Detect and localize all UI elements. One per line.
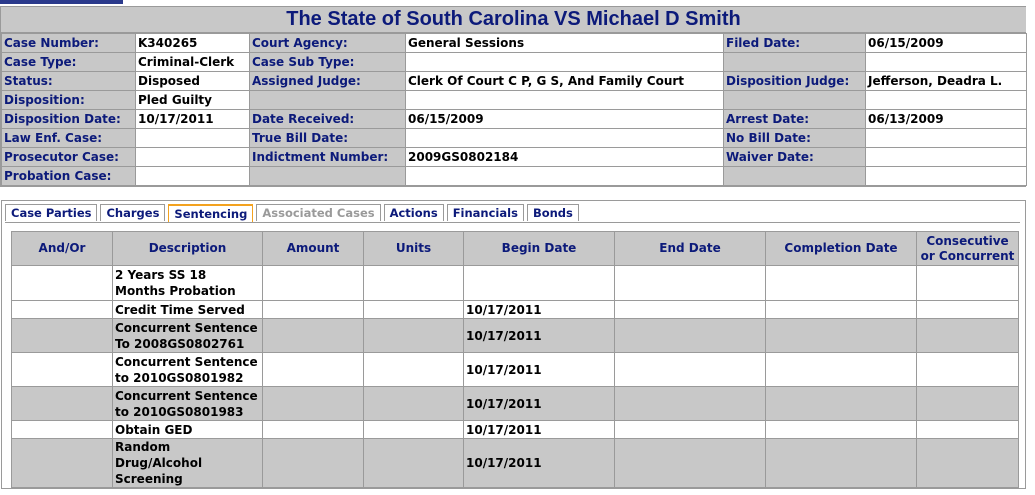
cell-completion-date — [766, 266, 917, 301]
indictment-number-value: 2009GS0802184 — [406, 148, 724, 167]
column-header-completion-date: Completion Date — [766, 232, 917, 266]
tab-financials[interactable]: Financials — [447, 204, 524, 221]
table-row — [12, 387, 1019, 421]
assigned-judge-value: Clerk Of Court C P, G S, And Family Court — [406, 72, 724, 91]
cell-end-date — [615, 387, 766, 421]
cell-begin-date: 10/17/2011 — [464, 387, 615, 421]
cell-description: Concurrent Sentence to 2010GS0801983 — [113, 387, 263, 421]
cell-and-or — [12, 439, 113, 488]
tab-sentencing[interactable]: Sentencing — [168, 204, 253, 223]
true-bill-date-label: True Bill Date: — [250, 129, 406, 148]
cell-end-date — [615, 353, 766, 387]
case-info-row — [2, 34, 1027, 53]
disposition-date-value: 10/17/2011 — [136, 110, 250, 129]
cell-amount — [263, 319, 364, 353]
cell-consecutive-or-concurrent — [917, 421, 1019, 439]
law-enf-case-label: Law Enf. Case: — [2, 129, 136, 148]
sentencing-header-row — [12, 232, 1019, 266]
cell-end-date — [615, 266, 766, 301]
cell-completion-date — [766, 439, 917, 488]
disposition-date-label: Disposition Date: — [2, 110, 136, 129]
cell-and-or — [12, 421, 113, 439]
cell-consecutive-or-concurrent — [917, 387, 1019, 421]
cell-units — [364, 353, 464, 387]
filed-date-value: 06/15/2009 — [866, 34, 1027, 53]
cell-amount — [263, 353, 364, 387]
column-header-and-or: And/Or — [12, 232, 113, 266]
cell-begin-date — [464, 266, 615, 301]
cell-begin-date: 10/17/2011 — [464, 439, 615, 488]
disposition-judge-label: Disposition Judge: — [724, 72, 866, 91]
table-row — [12, 353, 1019, 387]
tab-divider — [5, 222, 1020, 223]
no-bill-date-value — [866, 129, 1027, 148]
column-header-consecutive-or-concurrent: Consecutive or Concurrent — [917, 232, 1019, 266]
case-details-panel — [1, 200, 1026, 489]
empty-value-cell — [406, 167, 724, 186]
cell-completion-date — [766, 319, 917, 353]
cell-description: Random Drug/Alcohol Screening — [113, 439, 263, 488]
court-agency-value: General Sessions — [406, 34, 724, 53]
no-bill-date-label: No Bill Date: — [724, 129, 866, 148]
column-header-begin-date: Begin Date — [464, 232, 615, 266]
cell-end-date — [615, 301, 766, 319]
cell-completion-date — [766, 353, 917, 387]
empty-label-cell — [724, 91, 866, 110]
court-agency-label: Court Agency: — [250, 34, 406, 53]
cell-end-date — [615, 421, 766, 439]
cell-consecutive-or-concurrent — [917, 353, 1019, 387]
case-number-value: K340265 — [136, 34, 250, 53]
case-title: The State of South Carolina VS Michael D Smith — [1, 7, 1026, 33]
cell-description: Concurrent Sentence to 2010GS0801982 — [113, 353, 263, 387]
case-sub-type-value — [406, 53, 724, 72]
table-row — [12, 439, 1019, 488]
tab-charges[interactable]: Charges — [100, 204, 165, 221]
probation-case-label: Probation Case: — [2, 167, 136, 186]
cell-completion-date — [766, 301, 917, 319]
cell-and-or — [12, 319, 113, 353]
empty-label-cell — [724, 53, 866, 72]
waiver-date-value — [866, 148, 1027, 167]
disposition-value: Pled Guilty — [136, 91, 250, 110]
date-received-label: Date Received: — [250, 110, 406, 129]
cell-units — [364, 439, 464, 488]
case-type-value: Criminal-Clerk — [136, 53, 250, 72]
cell-description: Obtain GED — [113, 421, 263, 439]
cell-and-or — [12, 353, 113, 387]
prosecutor-case-label: Prosecutor Case: — [2, 148, 136, 167]
cell-consecutive-or-concurrent — [917, 439, 1019, 488]
case-info-row — [2, 129, 1027, 148]
tab-associated-cases: Associated Cases — [256, 204, 380, 221]
cell-completion-date — [766, 421, 917, 439]
tab-case-parties[interactable]: Case Parties — [5, 204, 97, 221]
top-accent-bar — [0, 0, 123, 4]
cell-begin-date: 10/17/2011 — [464, 301, 615, 319]
status-value: Disposed — [136, 72, 250, 91]
cell-and-or — [12, 301, 113, 319]
cell-amount — [263, 266, 364, 301]
empty-label-cell — [724, 167, 866, 186]
cell-units — [364, 319, 464, 353]
tab-bonds[interactable]: Bonds — [527, 204, 579, 221]
assigned-judge-label: Assigned Judge: — [250, 72, 406, 91]
case-info-row — [2, 72, 1027, 91]
cell-and-or — [12, 266, 113, 301]
true-bill-date-value — [406, 129, 724, 148]
case-info-row — [2, 91, 1027, 110]
cell-description: Concurrent Sentence To 2008GS0802761 — [113, 319, 263, 353]
disposition-label: Disposition: — [2, 91, 136, 110]
cell-description: Credit Time Served — [113, 301, 263, 319]
case-info-row — [2, 110, 1027, 129]
empty-value-cell — [866, 167, 1027, 186]
arrest-date-value: 06/13/2009 — [866, 110, 1027, 129]
table-row — [12, 301, 1019, 319]
case-number-label: Case Number: — [2, 34, 136, 53]
cell-amount — [263, 387, 364, 421]
cell-amount — [263, 301, 364, 319]
column-header-amount: Amount — [263, 232, 364, 266]
cell-begin-date: 10/17/2011 — [464, 421, 615, 439]
case-info-table — [1, 33, 1027, 186]
disposition-judge-value: Jefferson, Deadra L. — [866, 72, 1027, 91]
sentencing-table — [11, 231, 1019, 488]
cell-consecutive-or-concurrent — [917, 301, 1019, 319]
cell-completion-date — [766, 387, 917, 421]
cell-units — [364, 301, 464, 319]
empty-value-cell — [866, 53, 1027, 72]
prosecutor-case-value — [136, 148, 250, 167]
empty-value-cell — [866, 91, 1027, 110]
table-row — [12, 319, 1019, 353]
cell-consecutive-or-concurrent — [917, 319, 1019, 353]
cell-end-date — [615, 319, 766, 353]
filed-date-label: Filed Date: — [724, 34, 866, 53]
indictment-number-label: Indictment Number: — [250, 148, 406, 167]
cell-begin-date: 10/17/2011 — [464, 319, 615, 353]
tab-actions[interactable]: Actions — [384, 204, 444, 221]
cell-and-or — [12, 387, 113, 421]
law-enf-case-value — [136, 129, 250, 148]
cell-units — [364, 266, 464, 301]
column-header-units: Units — [364, 232, 464, 266]
cell-units — [364, 421, 464, 439]
column-header-end-date: End Date — [615, 232, 766, 266]
probation-case-value — [136, 167, 250, 186]
tab-bar — [5, 204, 582, 222]
cell-amount — [263, 421, 364, 439]
empty-value-cell — [406, 91, 724, 110]
cell-description: 2 Years SS 18 Months Probation — [113, 266, 263, 301]
case-type-label: Case Type: — [2, 53, 136, 72]
status-label: Status: — [2, 72, 136, 91]
cell-units — [364, 387, 464, 421]
cell-amount — [263, 439, 364, 488]
date-received-value: 06/15/2009 — [406, 110, 724, 129]
case-info-row — [2, 148, 1027, 167]
empty-label-cell — [250, 167, 406, 186]
case-sub-type-label: Case Sub Type: — [250, 53, 406, 72]
case-info-row — [2, 53, 1027, 72]
case-info-row — [2, 167, 1027, 186]
column-header-description: Description — [113, 232, 263, 266]
cell-end-date — [615, 439, 766, 488]
waiver-date-label: Waiver Date: — [724, 148, 866, 167]
table-row — [12, 266, 1019, 301]
table-row — [12, 421, 1019, 439]
case-header — [0, 6, 1026, 187]
cell-begin-date: 10/17/2011 — [464, 353, 615, 387]
cell-consecutive-or-concurrent — [917, 266, 1019, 301]
empty-label-cell — [250, 91, 406, 110]
arrest-date-label: Arrest Date: — [724, 110, 866, 129]
